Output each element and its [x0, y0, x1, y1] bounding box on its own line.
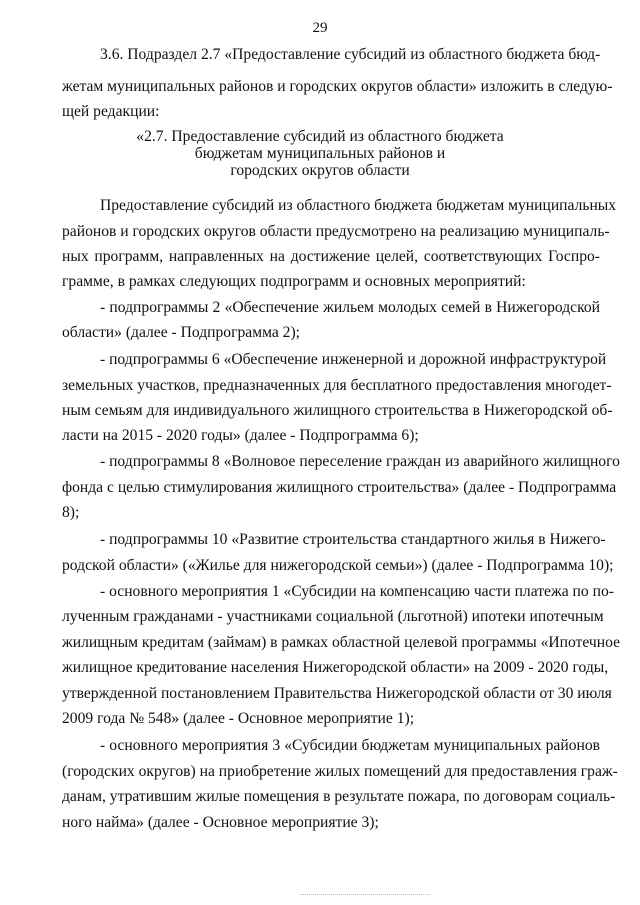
text-line: земельных участков, предназначенных для бесплатного предоставления многодет-: [62, 377, 612, 394]
text-line: грамме, в рамках следующих подпрограмм и основных мероприятий:: [62, 273, 526, 290]
text-line: родской области» («Жилье для нижегородской семьи») (далее - Подпрограмма 10);: [62, 557, 614, 574]
text-line: утвержденной постановлением Правительства Нижегородской области от 30 июля: [62, 685, 612, 702]
text-line: - основного мероприятия 1 «Субсидии на компенсацию части платежа по по-: [100, 583, 614, 600]
text-line: данам, утратившим жилые помещения в результате пожара, по договорам социаль-: [62, 788, 616, 805]
text-line: жилищным кредитам (займам) в рамках областной целевой программы «Ипотечное: [62, 634, 621, 651]
text-line: - подпрограммы 8 «Волновое переселение граждан из аварийного жилищного: [100, 453, 620, 470]
text-line: жилищное кредитование населения Нижегородской области» на 2009 - 2020 годы,: [62, 659, 609, 676]
text-line: 8);: [62, 504, 80, 521]
text-line: щей редакции:: [62, 103, 160, 120]
text-line: ного найма» (далее - Основное мероприятие 3);: [62, 814, 379, 831]
text-line: - подпрограммы 6 «Обеспечение инженерной и дорожной инфраструктурой: [100, 351, 607, 368]
text-line: ласти на 2015 - 2020 годы» (далее - Подпрограмма 6);: [62, 427, 419, 444]
text-line: районов и городских округов области предусмотрено на реализацию муниципаль-: [62, 223, 610, 240]
text-line: области» (далее - Подпрограмма 2);: [62, 324, 300, 341]
scan-artifact-dots: [300, 894, 430, 899]
text-line: - подпрограммы 2 «Обеспечение жильем молодых семей в Нижегородской: [100, 299, 600, 316]
text-line: ных программ, направленных на достижение целей, соответствующих Госпро-: [62, 248, 600, 265]
text-line: - основного мероприятия 3 «Субсидии бюджетам муниципальных районов: [100, 737, 600, 754]
text-line: Предоставление субсидий из областного бюджета бюджетам муниципальных: [100, 197, 617, 214]
text-line: лученным гражданами - участниками социальной (льготной) ипотеки ипотечным: [62, 608, 604, 625]
text-line: 2009 года № 548» (далее - Основное мероприятие 1);: [62, 710, 415, 727]
text-line: жетам муниципальных районов и городских округов области» изложить в следую-: [62, 78, 613, 95]
text-line: 3.6. Подраздел 2.7 «Предоставление субсидий из областного бюджета бюд-: [100, 46, 601, 63]
text-line: (городских округов) на приобретение жилых помещений для предоставления граж-: [62, 763, 618, 780]
text-line: городских округов области: [230, 162, 410, 179]
page-number: 29: [312, 20, 328, 36]
text-line: «2.7. Предоставление субсидий из областного бюджета: [136, 128, 504, 145]
text-line: фонда с целью стимулирования жилищного строительства» (далее - Подпрограмма: [62, 479, 617, 496]
text-line: бюджетам муниципальных районов и: [194, 145, 446, 162]
text-line: ным семьям для индивидуального жилищного строительства в Нижегородской об-: [62, 402, 613, 419]
text-line: - подпрограммы 10 «Развитие строительства стандартного жилья в Нижего-: [100, 531, 606, 548]
